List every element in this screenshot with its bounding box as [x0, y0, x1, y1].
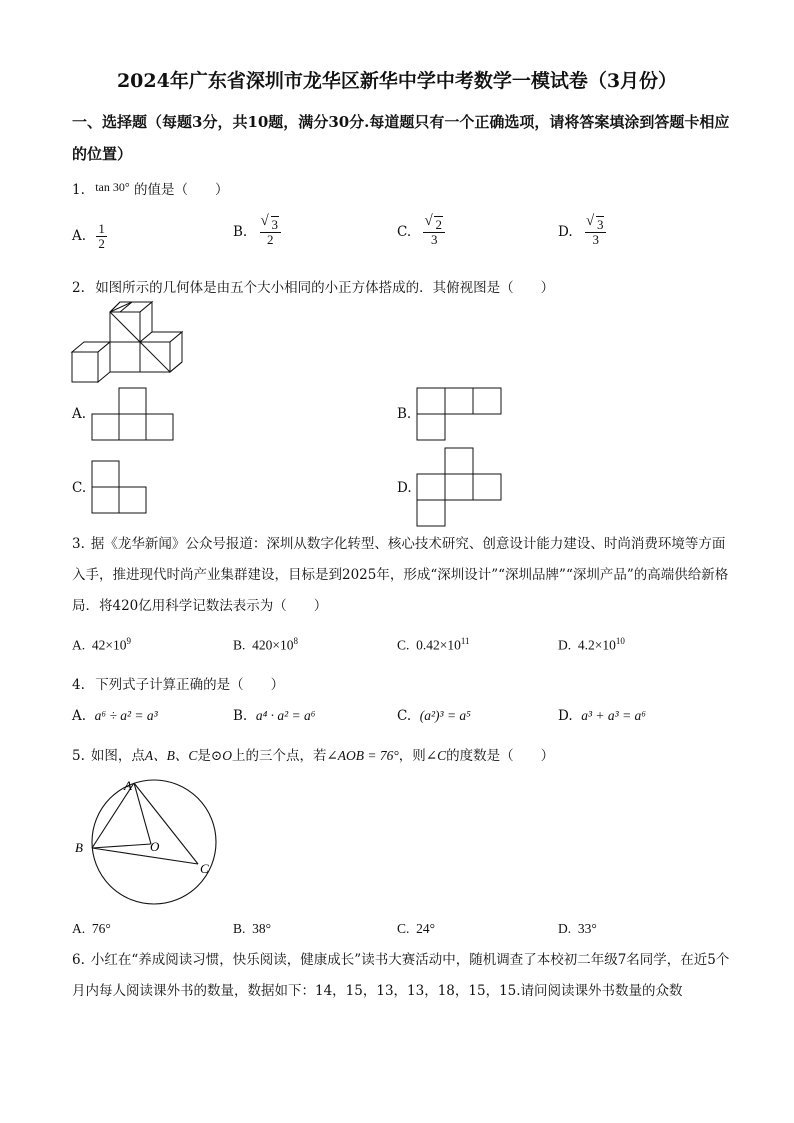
- question-number: 3.: [72, 536, 85, 552]
- stem-angle-c: ∠C: [425, 748, 447, 763]
- option-label: D.: [558, 224, 573, 240]
- segment-ac: [134, 783, 198, 864]
- question-stem: 下列式子计算正确的是（ ）: [95, 677, 285, 693]
- circle-figure: [72, 776, 222, 906]
- question-number: 2.: [72, 280, 85, 296]
- q4-option-b[interactable]: [233, 708, 315, 724]
- option-label: C.: [397, 921, 410, 936]
- question-3: [72, 529, 732, 622]
- question-number: 6.: [72, 952, 85, 968]
- option-exponent: 8: [293, 636, 299, 646]
- stem-part: 是: [197, 748, 211, 764]
- radicand: 3: [596, 217, 604, 232]
- fraction: [585, 218, 607, 247]
- question-number: 5.: [72, 748, 85, 764]
- denominator: 2: [267, 232, 274, 247]
- denominator: 3: [592, 232, 599, 247]
- option-label: D.: [558, 921, 572, 936]
- label-a: A: [124, 778, 132, 793]
- option-label: A.: [72, 708, 87, 724]
- q1-option-c[interactable]: [397, 218, 445, 247]
- q2-option-c-label[interactable]: C.: [72, 480, 87, 496]
- q2-option-d-label[interactable]: D.: [397, 480, 412, 496]
- question-stem: 据《龙华新闻》公众号报道：深圳从数字化转型、核心技术研究、创意设计能力建设、时尚消费环境等方面入手，推进现代时尚产业集群建设，目标是到2025年，形成“深圳设计”“深圳品牌”“深圳产品”的高端供给新格局．将420亿用科学记数法表示为（ ）: [72, 536, 729, 614]
- question-6: [72, 945, 732, 1007]
- q2-option-d-figure: [416, 447, 504, 529]
- stem-angle: ∠AOB = 76°: [326, 748, 399, 763]
- option-base: 420×10: [252, 637, 294, 653]
- q2-option-a-figure: [91, 386, 177, 442]
- option-exponent: 10: [615, 636, 625, 646]
- question-stem: 如图所示的几何体是由五个大小相同的小正方体搭成的．其俯视图是（ ）: [95, 280, 555, 296]
- option-text: 38°: [252, 921, 272, 936]
- option-label: D.: [558, 708, 573, 724]
- cube-solid-figure: [70, 300, 190, 385]
- option-label: A.: [72, 921, 86, 936]
- q3-option-c[interactable]: [397, 636, 470, 654]
- option-base: 4.2×10: [577, 637, 616, 653]
- question-5: [72, 744, 554, 764]
- option-label: A.: [72, 637, 86, 653]
- q2-option-c-figure: [91, 460, 151, 516]
- option-label: D.: [558, 637, 572, 653]
- page-title: 2024年广东省深圳市龙华区新华中学中考数学一模试卷（3月份）: [116, 70, 678, 92]
- option-label: B.: [233, 921, 246, 936]
- question-2: [72, 276, 554, 296]
- option-exponent: 9: [126, 636, 131, 646]
- question-stem: 的值是（ ）: [133, 182, 229, 198]
- denominator: 2: [98, 236, 105, 251]
- option-label: B.: [233, 224, 248, 240]
- q3-option-a[interactable]: [72, 636, 131, 654]
- q4-option-c[interactable]: [397, 708, 471, 724]
- q2-option-a-label[interactable]: A.: [72, 406, 87, 422]
- stem-circle: ⊙O: [210, 748, 232, 763]
- label-b: B: [75, 840, 83, 855]
- option-exponent: 11: [460, 636, 470, 646]
- q5-option-d[interactable]: [558, 921, 597, 937]
- q4-option-a[interactable]: [72, 708, 158, 724]
- stem-part: 如图，点: [90, 748, 145, 764]
- stem-part: 上的三个点，若: [231, 748, 327, 764]
- q5-option-b[interactable]: [233, 921, 271, 937]
- fraction: [260, 218, 282, 247]
- option-label: B.: [233, 708, 248, 724]
- option-label: B.: [233, 637, 246, 653]
- option-label: A.: [72, 228, 87, 244]
- option-label: C.: [397, 224, 412, 240]
- option-base: 0.42×10: [416, 637, 461, 653]
- option-text: a³ + a³ = a⁶: [581, 708, 646, 723]
- numerator: 1: [98, 221, 105, 236]
- q1-option-d[interactable]: [558, 218, 606, 247]
- section-heading: 一、选择题（每题3分，共10题，满分30分.每道题只有一个正确选项，请将答案填涂到答题卡相应的位置）: [72, 113, 730, 163]
- option-text: 76°: [91, 921, 111, 936]
- q3-option-b[interactable]: [233, 636, 298, 654]
- stem-points: A、B、C: [144, 748, 198, 763]
- stem-part: ，则: [398, 748, 426, 764]
- option-text: 24°: [416, 921, 436, 936]
- question-number: 1.: [72, 182, 85, 198]
- segment-ao: [134, 783, 151, 844]
- label-o: O: [150, 839, 160, 854]
- option-text: (a²)³ = a⁵: [419, 708, 471, 723]
- stem-part: 的度数是（ ）: [446, 748, 555, 764]
- q5-option-c[interactable]: [397, 921, 435, 937]
- question-1: [72, 178, 228, 198]
- segment-bo: [92, 844, 151, 848]
- fraction: [423, 218, 445, 247]
- tan-expression: tan 30°: [95, 180, 130, 194]
- q5-option-a[interactable]: [72, 921, 111, 937]
- radicand: 2: [435, 217, 442, 232]
- option-base: 42×10: [91, 637, 127, 653]
- option-text: a⁴ · a² = a⁶: [255, 708, 316, 723]
- q1-option-b[interactable]: [233, 218, 281, 247]
- segment-bc: [92, 848, 198, 864]
- q1-option-a[interactable]: [72, 222, 107, 251]
- denominator: 3: [430, 232, 438, 247]
- label-c: C: [200, 861, 209, 876]
- question-number: 4.: [72, 677, 85, 693]
- question-stem: 小红在“养成阅读习惯，快乐阅读，健康成长”读书大赛活动中，随机调查了本校初二年级7名同学，在近5个月内每人阅读课外书的数量，数据如下：14，15，13，13，18，15，15.请问阅读课外书数量的众数: [72, 952, 730, 999]
- q4-option-d[interactable]: [558, 708, 646, 724]
- option-label: C.: [397, 637, 410, 653]
- q2-option-b-figure: [416, 387, 502, 443]
- option-text: a⁶ ÷ a² = a³: [94, 708, 158, 723]
- radicand: 3: [271, 217, 279, 232]
- option-text: 33°: [577, 921, 597, 936]
- option-label: C.: [397, 708, 412, 724]
- question-4: [72, 673, 284, 693]
- q2-option-b-label[interactable]: B.: [397, 406, 412, 422]
- q3-option-d[interactable]: [558, 636, 625, 654]
- fraction: [96, 222, 107, 251]
